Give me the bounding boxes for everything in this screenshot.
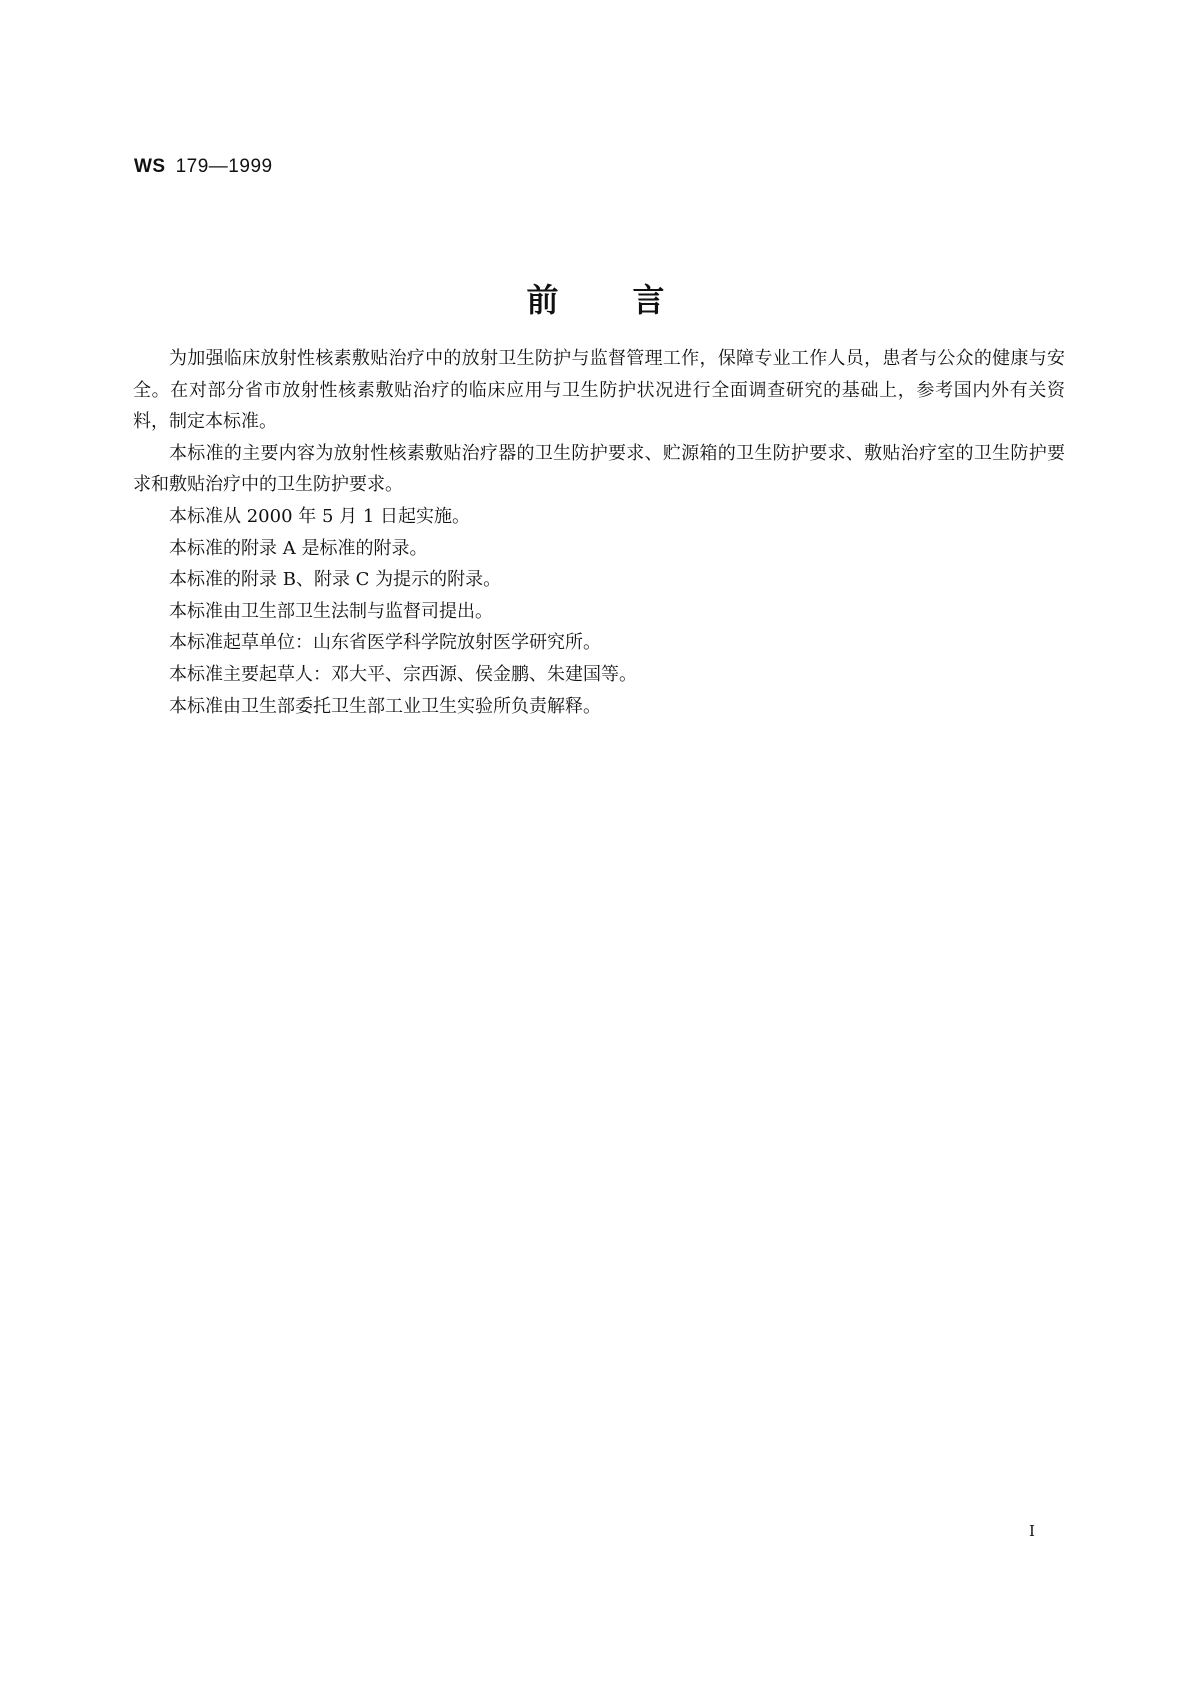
paragraph-drafters: 本标准主要起草人：邓大平、宗西源、侯金鹏、朱建国等。 xyxy=(169,663,637,685)
page-title: 前言 xyxy=(526,281,739,319)
paragraph-content: 本标准的主要内容为放射性核素敷贴治疗器的卫生防护要求、贮源箱的卫生防护要求、敷贴治疗室的卫生防护要求和敷贴治疗中的卫生防护要求。 xyxy=(133,442,1065,496)
paragraph-interpretation: 本标准由卫生部委托卫生部工业卫生实验所负责解释。 xyxy=(169,695,601,717)
paragraph-purpose: 为加强临床放射性核素敷贴治疗中的放射卫生防护与监督管理工作，保障专业工作人员，患者与公众的健康与安全。在对部分省市放射性核素敷贴治疗的临床应用与卫生防护状况进行全面调查研究的基础上，参考国内外有关资料，制定本标准。 xyxy=(133,348,1065,433)
standard-code xyxy=(134,156,273,178)
standard-number: 179—1999 xyxy=(175,156,273,177)
paragraph-proposer: 本标准由卫生部卫生法制与监督司提出。 xyxy=(169,600,493,622)
paragraph-drafting-unit: 本标准起草单位：山东省医学科学院放射医学研究所。 xyxy=(169,632,601,654)
foreword-body xyxy=(133,343,1065,722)
paragraph-appendix-a: 本标准的附录 A 是标准的附录。 xyxy=(169,537,428,559)
page-number: I xyxy=(1029,1522,1035,1540)
standard-prefix: WS xyxy=(134,156,166,177)
paragraph-effective-date: 本标准从 2000 年 5 月 1 日起实施。 xyxy=(169,505,471,527)
paragraph-appendix-bc: 本标准的附录 B、附录 C 为提示的附录。 xyxy=(169,569,502,591)
